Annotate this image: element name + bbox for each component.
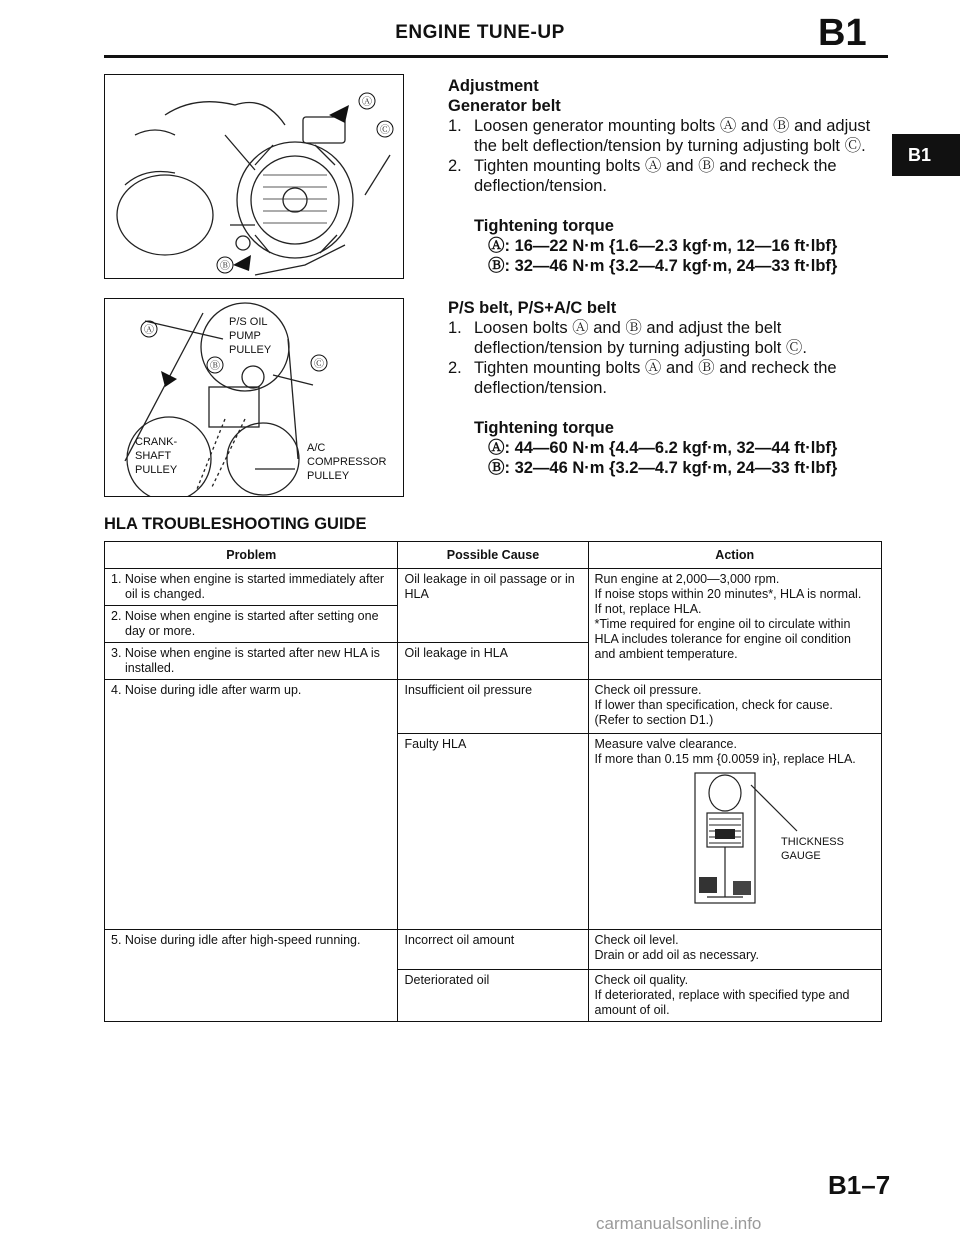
label-ps-pump: P/S OIL <box>229 316 268 328</box>
label-bolt-b: Ⓑ <box>210 361 220 372</box>
adjustment-heading: Adjustment <box>448 77 539 95</box>
generator-steps <box>448 116 884 196</box>
table-header-row <box>105 542 882 569</box>
svg-text:PULLEY: PULLEY <box>307 470 350 482</box>
cause-cell: Incorrect oil amount <box>398 930 588 970</box>
generator-section <box>448 76 884 276</box>
generator-step: 2. Tighten mounting bolts Ⓐ and Ⓑ and recheck the deflection/tension. <box>448 157 837 195</box>
ps-belt-section <box>448 298 884 478</box>
action-cell: Run engine at 2,000—3,000 rpm. If noise stops within 20 minutes*, HLA is normal. If not, replace HLA. *Time required for engine oil to circulate within HLA includes tolerance for engine oil condition and ambient temperature. <box>588 569 882 680</box>
column-header-cause: Possible Cause <box>398 542 588 569</box>
action-cell: Check oil level. Drain or add oil as necessary. <box>588 930 882 970</box>
ps-belt-steps <box>448 318 884 398</box>
generator-torque <box>448 216 884 276</box>
torque-value-b: Ⓑ: 32—46 N·m {3.2—4.7 kgf·m, 24—33 ft·lbf} <box>488 459 838 477</box>
hla-heading: HLA TROUBLESHOOTING GUIDE <box>104 515 367 533</box>
action-cell: Measure valve clearance. If more than 0.15 mm {0.0059 in}, replace HLA. THICKNESS GAUGE <box>588 734 882 930</box>
svg-text:PULLEY: PULLEY <box>229 344 272 356</box>
section-code: B1 <box>818 12 867 54</box>
label-crankshaft: CRANK- <box>135 436 178 448</box>
ps-belt-step: 1. Loosen bolts Ⓐ and Ⓑ and adjust the belt deflection/tension by turning adjusting bolt Ⓒ. <box>448 319 807 357</box>
generator-figure <box>104 74 404 279</box>
cause-cell: Oil leakage in oil passage or in HLA <box>398 569 588 643</box>
hla-troubleshooting-table <box>104 541 882 1022</box>
generator-belt-heading: Generator belt <box>448 97 561 115</box>
cause-cell: Deteriorated oil <box>398 970 588 1022</box>
torque-value-a: Ⓐ: 44—60 N·m {4.4—6.2 kgf·m, 32—44 ft·lbf} <box>488 439 838 457</box>
watermark: carmanualsonline.info <box>596 1214 762 1233</box>
label-bolt-a: Ⓐ <box>362 97 372 108</box>
svg-text:SHAFT: SHAFT <box>135 450 172 462</box>
torque-value-a: Ⓐ: 16—22 N·m {1.6—2.3 kgf·m, 12—16 ft·lbf} <box>488 237 838 255</box>
label-ac-compressor: A/C <box>307 442 326 454</box>
valve-clearance-figure <box>685 769 905 907</box>
problem-cell: 1. Noise when engine is started immediately after oil is changed. <box>105 569 398 606</box>
ps-belt-illustration <box>105 299 403 496</box>
svg-text:PULLEY: PULLEY <box>135 464 178 476</box>
label-thickness-gauge: THICKNESS <box>780 836 844 848</box>
table-row <box>105 569 882 606</box>
problem-cell: 2. Noise when engine is started after setting one day or more. <box>105 606 398 643</box>
table-row <box>105 680 882 734</box>
action-cell: Check oil quality. If deteriorated, replace with specified type and amount of oil. <box>588 970 882 1022</box>
action-cell: Check oil pressure. If lower than specification, check for cause. (Refer to section D1.) <box>588 680 882 734</box>
label-bolt-c: Ⓒ <box>314 359 324 370</box>
ps-belt-torque <box>448 418 884 478</box>
label-bolt-b: Ⓑ <box>220 261 230 272</box>
problem-cell: 5. Noise during idle after high-speed running. <box>105 930 398 1022</box>
problem-cell: 4. Noise during idle after warm up. <box>105 680 398 930</box>
section-tab: B1 <box>892 134 960 176</box>
page-number: B1–7 <box>828 1170 891 1200</box>
column-header-action: Action <box>588 542 882 569</box>
label-bolt-a: Ⓐ <box>144 325 154 336</box>
torque-title: Tightening torque <box>474 217 614 235</box>
cause-cell: Faulty HLA <box>398 734 588 930</box>
column-header-problem: Problem <box>105 542 398 569</box>
label-bolt-c: Ⓒ <box>380 125 390 136</box>
ps-belt-step: 2. Tighten mounting bolts Ⓐ and Ⓑ and recheck the deflection/tension. <box>448 359 837 397</box>
header-rule <box>104 55 888 58</box>
generator-illustration <box>105 75 403 278</box>
page-title: ENGINE TUNE-UP <box>395 22 565 43</box>
svg-text:GAUGE: GAUGE <box>780 850 821 862</box>
ps-belt-figure <box>104 298 404 497</box>
cause-cell: Oil leakage in HLA <box>398 643 588 680</box>
generator-step: 1. Loosen generator mounting bolts Ⓐ and Ⓑ and adjust the belt deflection/tension by turning adjusting bolt Ⓒ. <box>448 117 871 155</box>
torque-title: Tightening torque <box>474 419 614 437</box>
ps-belt-heading: P/S belt, P/S+A/C belt <box>448 299 617 317</box>
svg-text:PUMP: PUMP <box>229 330 261 342</box>
cause-cell: Insufficient oil pressure <box>398 680 588 734</box>
svg-text:COMPRESSOR: COMPRESSOR <box>307 456 387 468</box>
problem-cell: 3. Noise when engine is started after new HLA is installed. <box>105 643 398 680</box>
torque-value-b: Ⓑ: 32—46 N·m {3.2—4.7 kgf·m, 24—33 ft·lbf} <box>488 257 838 275</box>
table-row <box>105 930 882 970</box>
